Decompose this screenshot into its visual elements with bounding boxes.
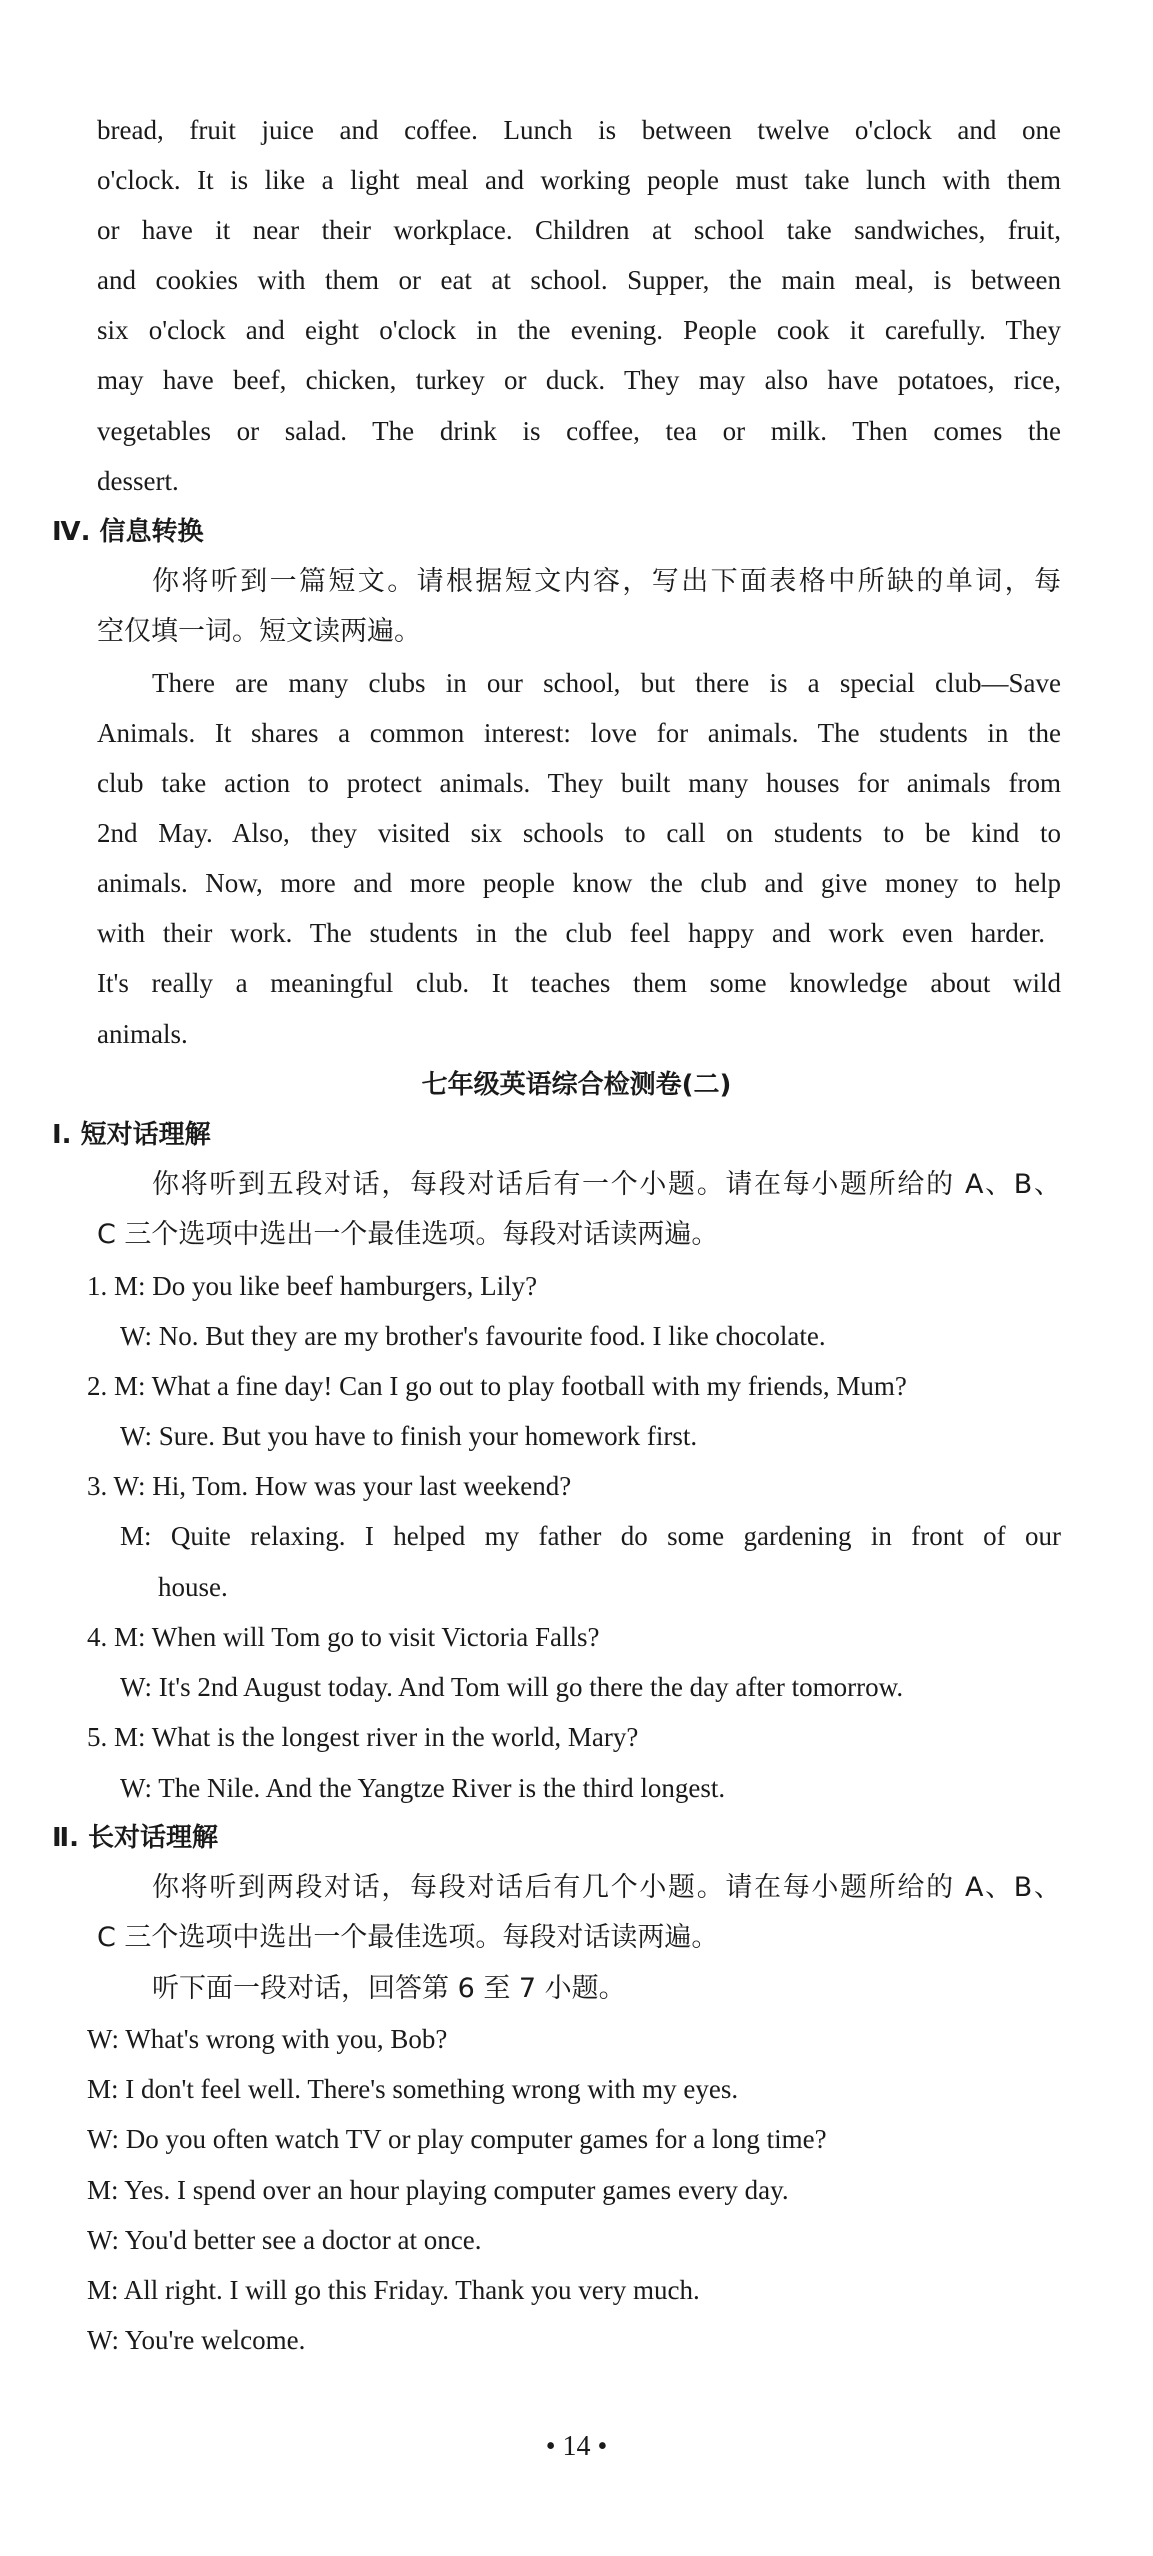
passage-line: vegetables or salad. The drink is coffee, tea or milk. Then comes the: [97, 416, 1061, 446]
passage-line: and cookies with them or eat at school. Supper, the main meal, is between: [97, 265, 1061, 295]
passage-line: club take action to protect animals. They built many houses for animals from: [97, 768, 1061, 798]
passage-line: or have it near their workplace. Children at school take sandwiches, fruit,: [97, 215, 1061, 245]
dialogue-line: 3. W: Hi, Tom. How was your last weekend?: [87, 1471, 572, 1501]
dialogue-line: W: What's wrong with you, Bob?: [87, 2024, 448, 2054]
section-heading-1: Ⅰ. 短对话理解: [52, 1120, 211, 1150]
dialogue-line: W: No. But they are my brother's favourite food. I like chocolate.: [120, 1321, 826, 1351]
test-title: 七年级英语综合检测卷(二): [421, 1070, 732, 1100]
passage-line: 2nd May. Also, they visited six schools to call on students to be kind to: [97, 818, 1061, 848]
dialogue-line: W: It's 2nd August today. And Tom will go there the day after tomorrow.: [120, 1672, 904, 1702]
instruction-line: 你将听到五段对话，每段对话后有一个小题。请在每小题所给的 A、B、: [152, 1169, 1061, 1200]
passage-line: Animals. It shares a common interest: love for animals. The students in the: [97, 718, 1061, 748]
instruction-line: C 三个选项中选出一个最佳选项。每段对话读两遍。: [97, 1219, 719, 1250]
passage-line: with their work. The students in the club feel happy and work even harder.: [97, 918, 1045, 948]
dialogue-line: M: Yes. I spend over an hour playing computer games every day.: [87, 2175, 789, 2205]
dialogue-line: M: I don't feel well. There's something wrong with my eyes.: [87, 2074, 739, 2104]
dialogue-line: W: Do you often watch TV or play computer games for a long time?: [87, 2124, 827, 2154]
section-heading-2: Ⅱ. 长对话理解: [52, 1823, 219, 1853]
passage-line: o'clock. It is like a light meal and working people must take lunch with them: [97, 165, 1061, 195]
dialogue-line: W: You'd better see a doctor at once.: [87, 2225, 482, 2255]
instruction-line: 你将听到一篇短文。请根据短文内容，写出下面表格中所缺的单词，每: [152, 566, 1061, 597]
instruction-line: 空仅填一词。短文读两遍。: [97, 616, 421, 647]
dialogue-line: 5. M: What is the longest river in the world, Mary?: [87, 1722, 639, 1752]
instruction-line: 你将听到两段对话，每段对话后有几个小题。请在每小题所给的 A、B、: [152, 1872, 1061, 1903]
dialogue-line: W: The Nile. And the Yangtze River is the third longest.: [120, 1773, 726, 1803]
passage-line: six o'clock and eight o'clock in the evening. People cook it carefully. They: [97, 315, 1061, 345]
passage-line: animals. Now, more and more people know the club and give money to help: [97, 868, 1061, 898]
page-number: • 14 •: [545, 2431, 608, 2462]
dialogue-line: 4. M: When will Tom go to visit Victoria Falls?: [87, 1622, 600, 1652]
passage-line: There are many clubs in our school, but there is a special club—Save: [152, 668, 1061, 698]
instruction-line: 听下面一段对话，回答第 6 至 7 小题。: [152, 1973, 626, 2004]
dialogue-line: W: Sure. But you have to finish your homework first.: [120, 1421, 698, 1451]
passage-line: bread, fruit juice and coffee. Lunch is between twelve o'clock and one: [97, 115, 1061, 145]
instruction-line: C 三个选项中选出一个最佳选项。每段对话读两遍。: [97, 1922, 719, 1953]
dialogue-line: M: All right. I will go this Friday. Thank you very much.: [87, 2275, 700, 2305]
passage-line: It's really a meaningful club. It teaches them some knowledge about wild: [97, 968, 1061, 998]
passage-line: animals.: [97, 1019, 188, 1049]
dialogue-line: M: Quite relaxing. I helped my father do some gardening in front of our: [120, 1521, 1061, 1551]
passage-line: dessert.: [97, 466, 179, 496]
dialogue-line: house.: [158, 1572, 228, 1602]
passage-line: may have beef, chicken, turkey or duck. They may also have potatoes, rice,: [97, 365, 1061, 395]
section-heading-4: Ⅳ. 信息转换: [52, 517, 204, 547]
dialogue-line: 2. M: What a fine day! Can I go out to play football with my friends, Mum?: [87, 1371, 907, 1401]
dialogue-line: 1. M: Do you like beef hamburgers, Lily?: [87, 1271, 538, 1301]
dialogue-line: W: You're welcome.: [87, 2325, 306, 2355]
